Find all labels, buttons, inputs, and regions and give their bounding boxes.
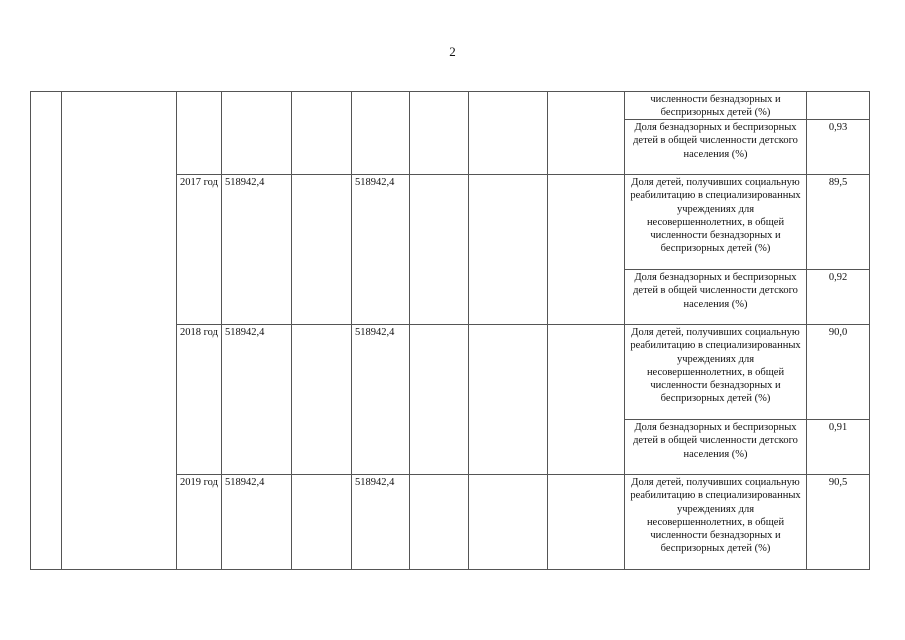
total-funding-cell: 518942,4 bbox=[222, 325, 292, 475]
total-funding-cell: 518942,4 bbox=[222, 175, 292, 325]
regional-funding-cell: 518942,4 bbox=[352, 475, 410, 570]
indicator-value: 90,0 bbox=[807, 325, 870, 420]
federal-funding-cell bbox=[292, 325, 352, 475]
other-funding-cell bbox=[469, 325, 548, 475]
executor-cell bbox=[548, 92, 625, 175]
indicator-value: 0,92 bbox=[807, 270, 870, 325]
executor-cell bbox=[548, 325, 625, 475]
federal-funding-cell bbox=[292, 175, 352, 325]
indicator-cell: Доля безнадзорных и беспризорных детей в общей численности детского населения (%) bbox=[625, 120, 807, 175]
indicator-value: 90,5 bbox=[807, 475, 870, 570]
indicator-cell: численности безнадзорных и беспризорных детей (%) bbox=[625, 92, 807, 120]
table-row bbox=[31, 92, 870, 120]
federal-funding-cell bbox=[292, 475, 352, 570]
row-number-cell bbox=[31, 92, 62, 570]
indicator-value: 89,5 bbox=[807, 175, 870, 270]
indicator-value: 0,93 bbox=[807, 120, 870, 175]
indicator-cell: Доля детей, получивших социальную реабилитацию в специализированных учреждениях для несовершеннолетних, в общей численности безнадзорных и беспризорных детей (%) bbox=[625, 475, 807, 570]
local-funding-cell bbox=[410, 175, 469, 325]
local-funding-cell bbox=[410, 92, 469, 175]
indicator-cell: Доля детей, получивших социальную реабилитацию в специализированных учреждениях для несовершеннолетних, в общей численности безнадзорных и беспризорных детей (%) bbox=[625, 175, 807, 270]
regional-funding-cell: 518942,4 bbox=[352, 325, 410, 475]
local-funding-cell bbox=[410, 475, 469, 570]
other-funding-cell bbox=[469, 92, 548, 175]
total-funding-cell bbox=[222, 92, 292, 175]
executor-cell bbox=[548, 475, 625, 570]
program-table bbox=[30, 91, 870, 570]
indicator-cell: Доля детей, получивших социальную реабилитацию в специализированных учреждениях для несовершеннолетних, в общей численности безнадзорных и беспризорных детей (%) bbox=[625, 325, 807, 420]
indicator-cell: Доля безнадзорных и беспризорных детей в общей численности детского населения (%) bbox=[625, 420, 807, 475]
measure-name-cell bbox=[62, 92, 177, 570]
regional-funding-cell: 518942,4 bbox=[352, 175, 410, 325]
regional-funding-cell bbox=[352, 92, 410, 175]
indicator-value: 0,91 bbox=[807, 420, 870, 475]
federal-funding-cell bbox=[292, 92, 352, 175]
year-cell: 2017 год bbox=[177, 175, 222, 325]
total-funding-cell: 518942,4 bbox=[222, 475, 292, 570]
local-funding-cell bbox=[410, 325, 469, 475]
other-funding-cell bbox=[469, 475, 548, 570]
executor-cell bbox=[548, 175, 625, 325]
indicator-value bbox=[807, 92, 870, 120]
indicator-cell: Доля безнадзорных и беспризорных детей в общей численности детского населения (%) bbox=[625, 270, 807, 325]
page-number: 2 bbox=[449, 44, 456, 59]
year-cell: 2019 год bbox=[177, 475, 222, 570]
other-funding-cell bbox=[469, 175, 548, 325]
year-cell bbox=[177, 92, 222, 175]
year-cell: 2018 год bbox=[177, 325, 222, 475]
